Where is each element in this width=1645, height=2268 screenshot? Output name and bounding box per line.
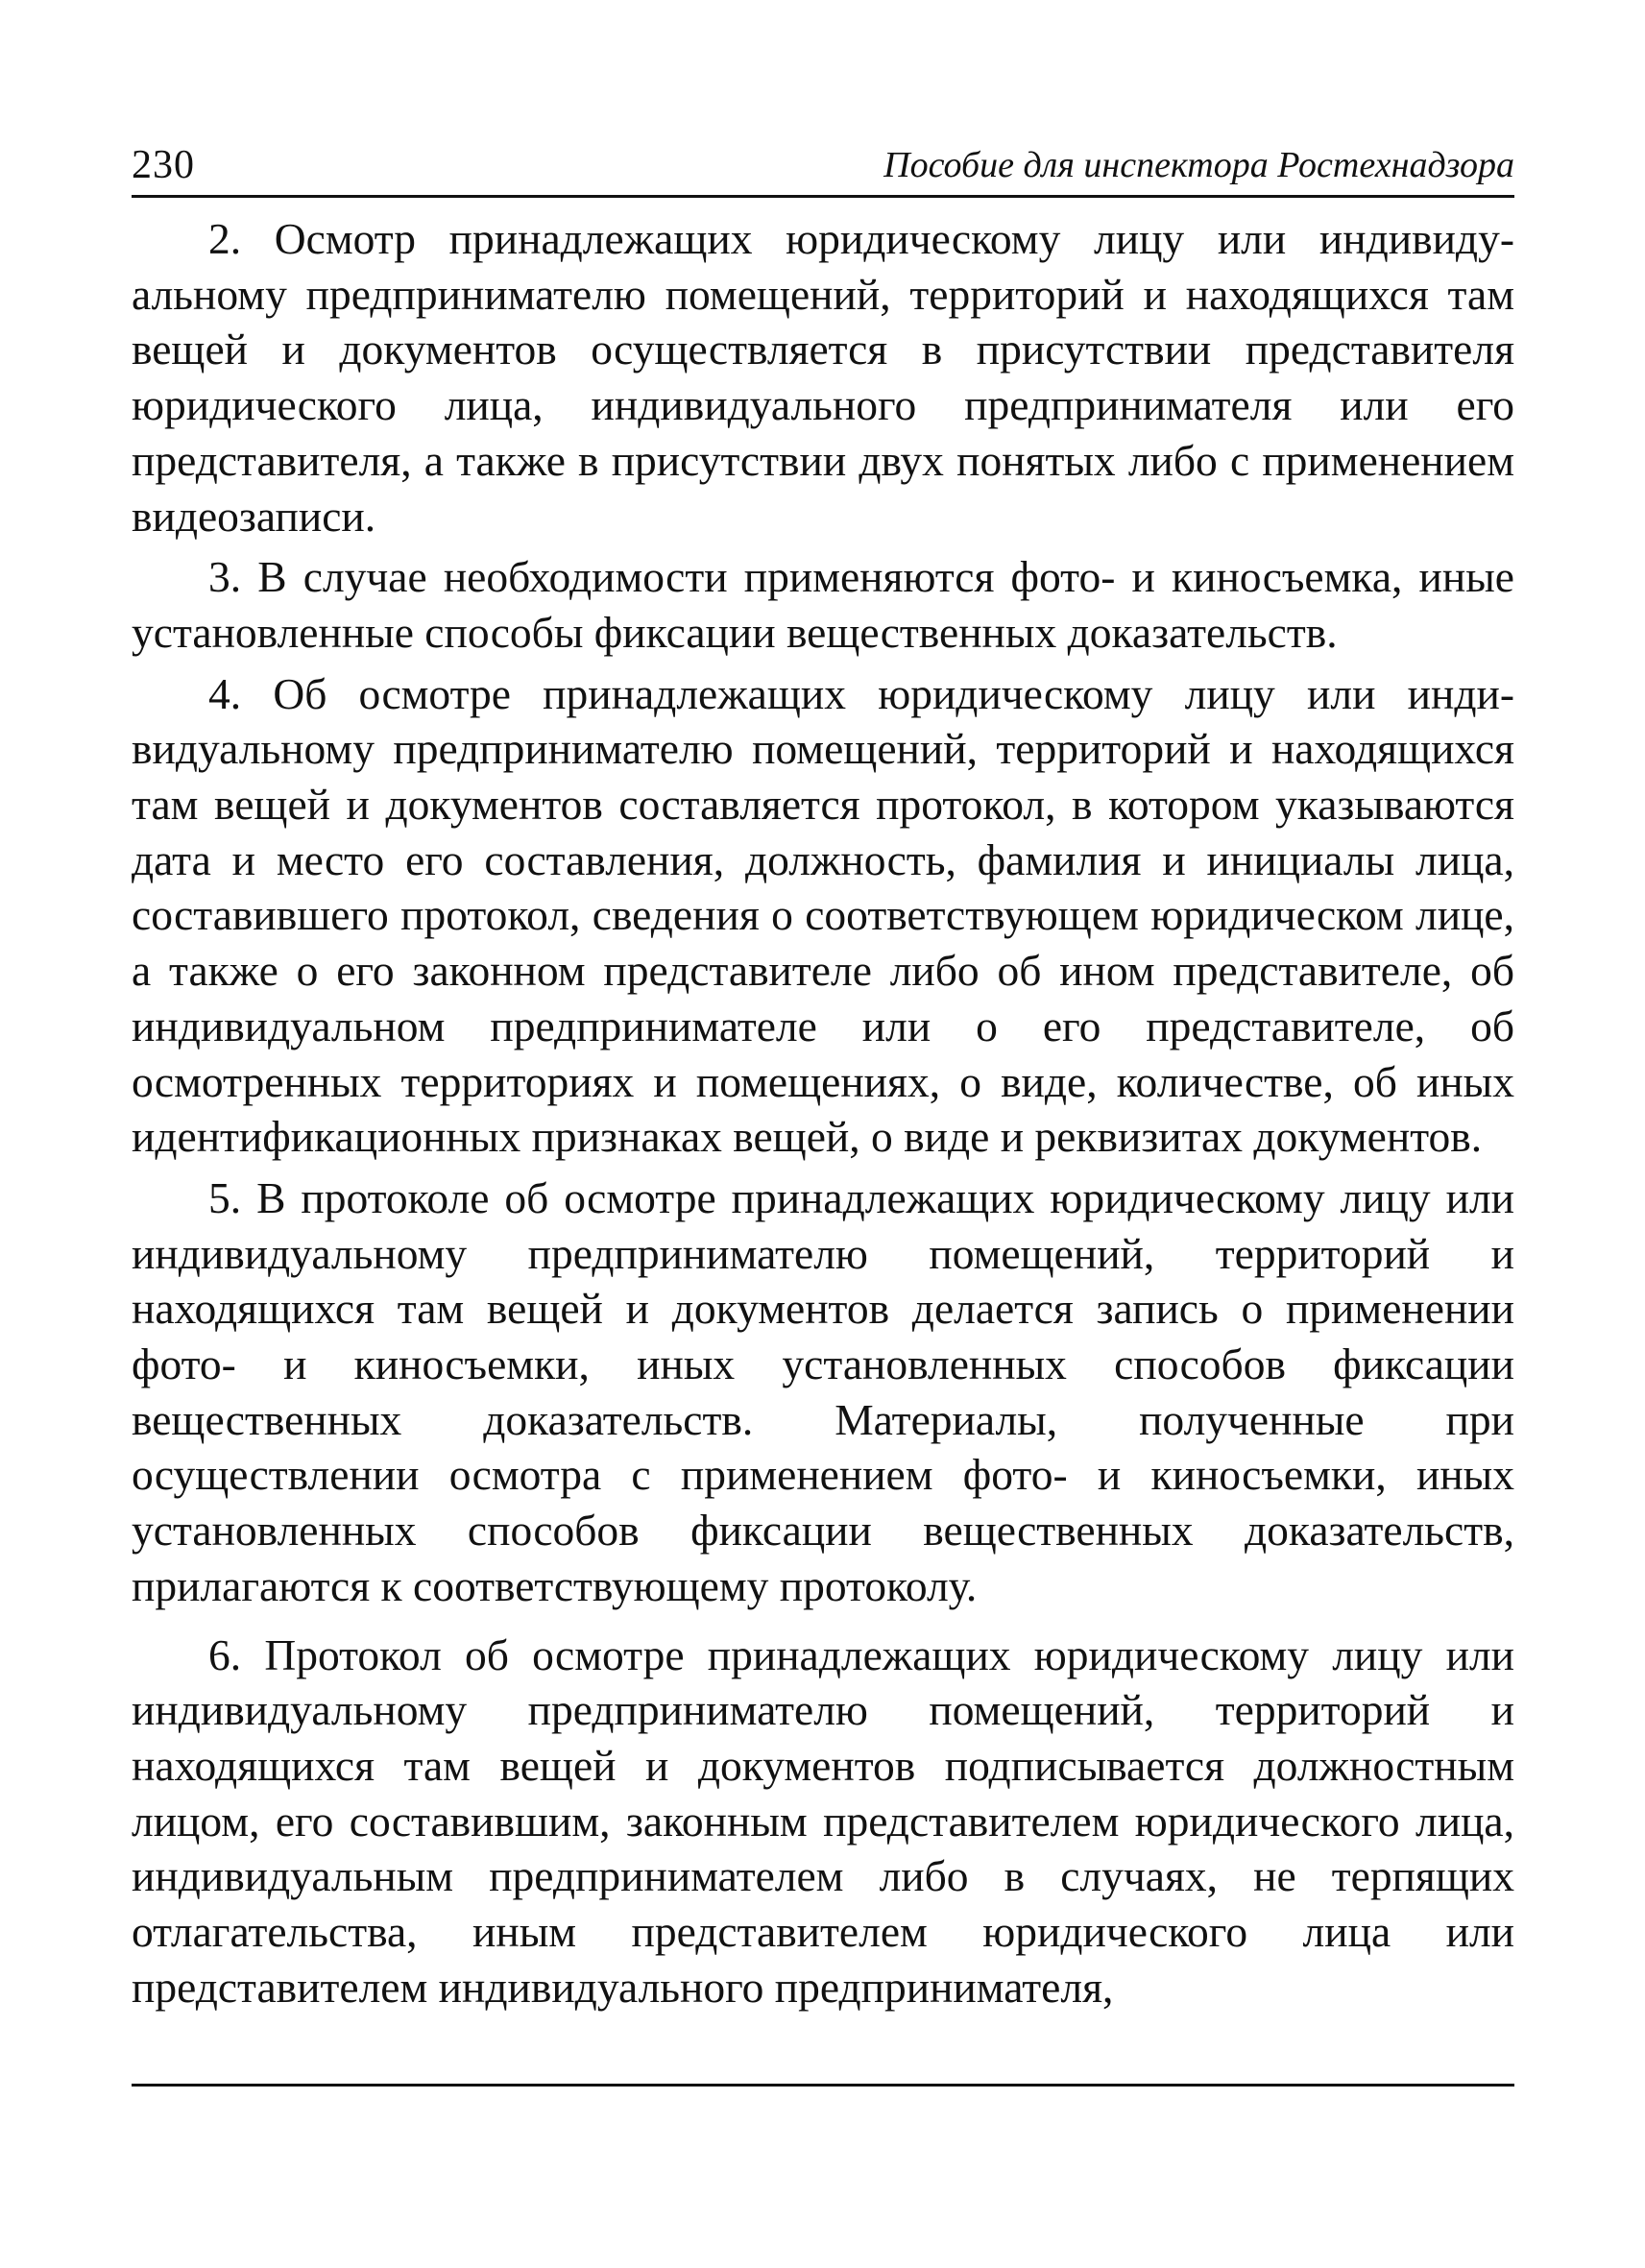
paragraph-6: 6. Протокол об осмотре принадлежащих юридическому лицу или индивидуальному предпринимателю помещений, территорий и находящихся там вещей и документов подписывается должностным лицом, его составившим, законным представителем юридического лица, индивидуальным предпринимателем либо в случаях, не терпящих отлагательства, иным представителем юридического лица или представителем индивидуального предпринимателя, (132, 1629, 1514, 2012)
running-title: Пособие для инспектора Ростехнадзора (883, 145, 1514, 185)
footer-rule (132, 2084, 1514, 2087)
paragraph-3: 3. В случае необходимости применяются фото- и киносъемка, иные установленные способы фиксации вещественных доказательств. (132, 552, 1514, 657)
paragraph-5: 5. В протоколе об осмотре принадлежащих юридическому лицу или индивидуальному предпринимателю помещений, территорий и находящихся там вещей и документов делается запись о применении фото- и киносъемки, иных установленных способов фиксации вещественных доказательств. Материалы, полученные при осуществлении осмотра с применением фото- и киносъемки, иных установленных способов фиксации вещественных доказательств, прилагаются к соответствующему протоколу. (132, 1172, 1514, 1610)
header-rule (132, 195, 1514, 198)
main-text (132, 211, 1514, 2015)
running-header (132, 140, 1514, 190)
paragraph-2: 2. Осмотр принадлежащих юридическому лицу или индивидуальному предпринимателю помещений, территорий и находящихся там вещей и документов осуществляется в присутствии представителя юридического лица, индивидуального предпринимателя или его представителя, а также в присутствии двух понятых либо с применением видеозаписи. (132, 214, 1514, 541)
page-number: 230 (132, 143, 195, 187)
paragraph-4: 4. Об осмотре принадлежащих юридическому лицу или индивидуальному предпринимателю помещений, территорий и находящихся там вещей и документов составляется протокол, в котором указываются дата и место его составления, должность, фамилия и инициалы лица, составившего протокол, сведения о соответствующем юридическом лице, а также о его законном представителе либо об ином представителе, об индивидуальном предпринимателе или о его представителе, об осмотренных территориях и помещениях, о виде, количестве, об иных идентификационных признаках вещей, о виде и реквизитах документов. (132, 668, 1514, 1162)
